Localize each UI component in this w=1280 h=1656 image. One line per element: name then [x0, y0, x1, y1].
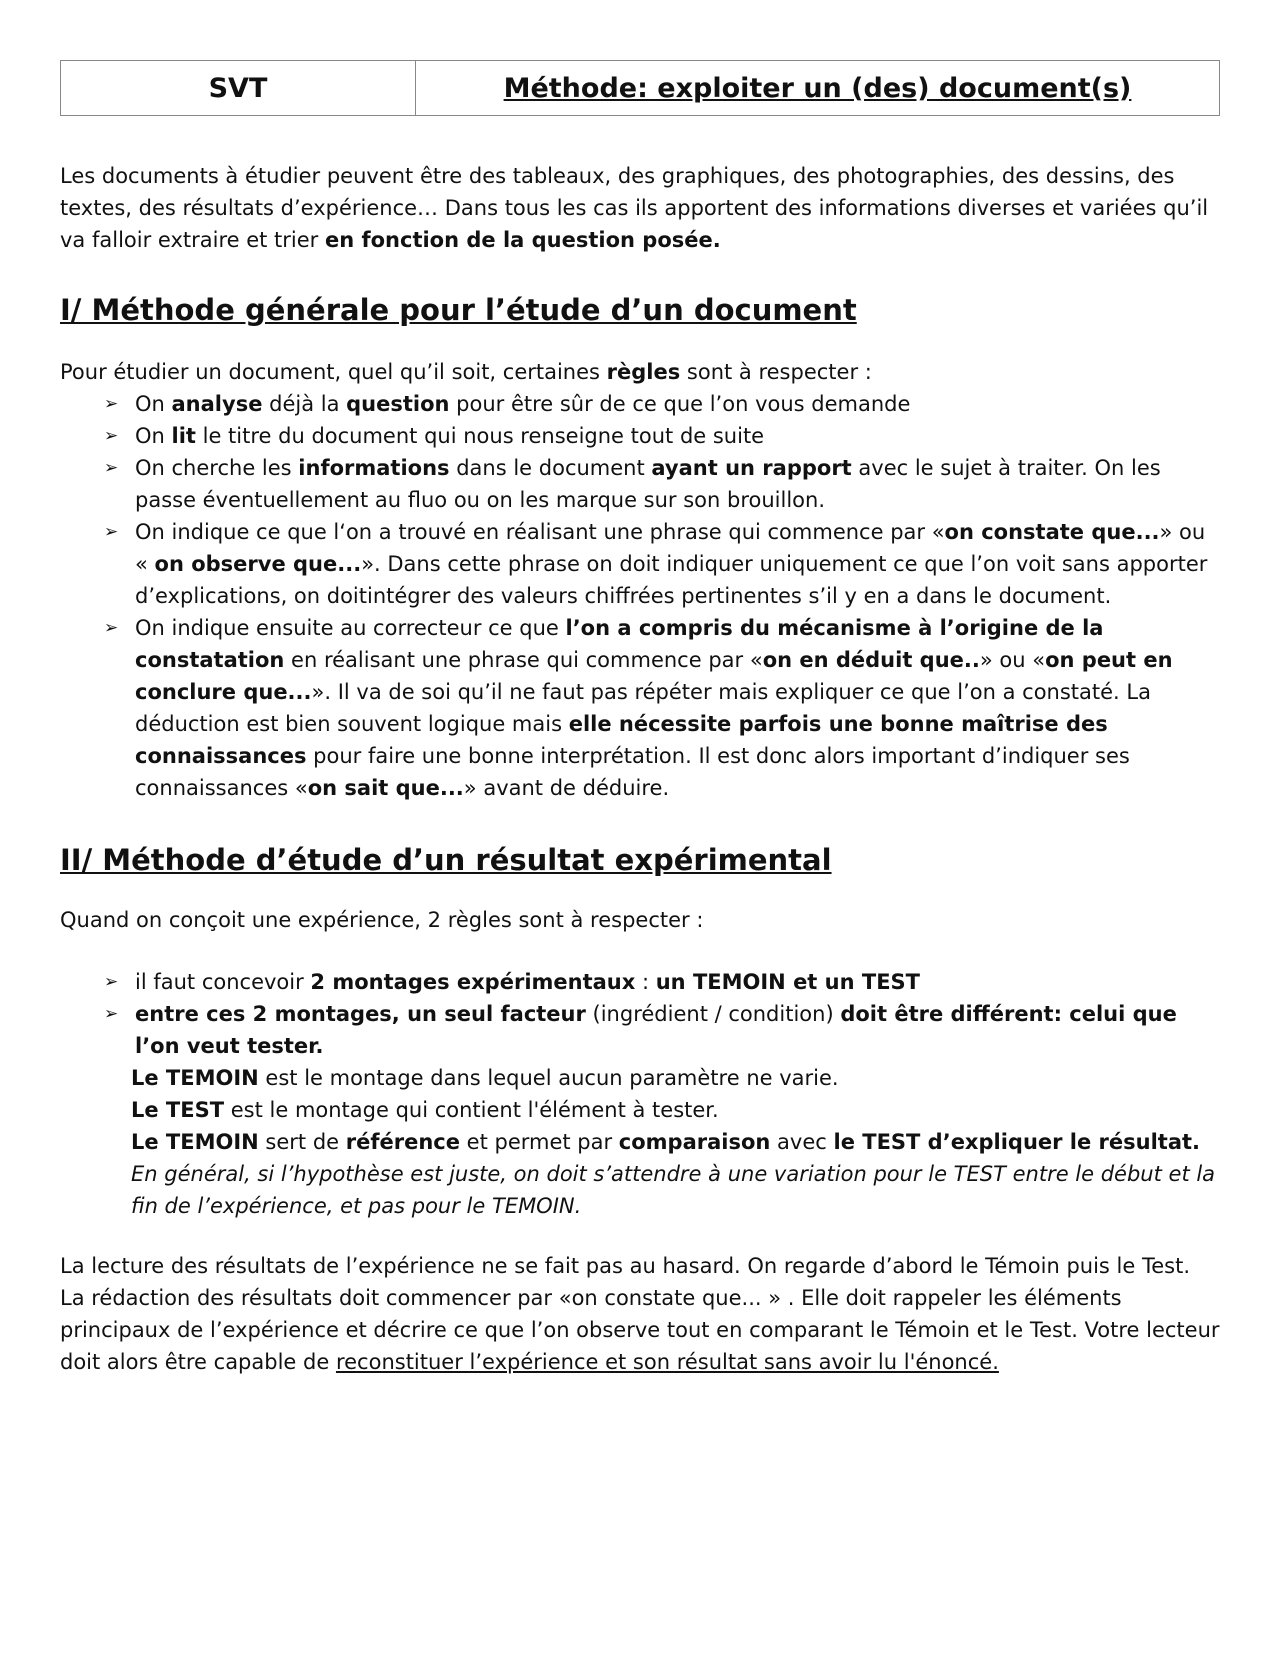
- note-temoin: Le TEMOIN est le montage dans lequel aucun paramètre ne varie.: [131, 1066, 839, 1090]
- section-2-notes: [60, 1062, 1220, 1222]
- list-item: ➢ On cherche les informations dans le document ayant un rapport avec le sujet à traiter. On les passe éventuellement au fluo ou on les marque sur son brouillon.: [104, 452, 1220, 516]
- section-2-lead: Quand on conçoit une expérience, 2 règles sont à respecter :: [60, 908, 704, 932]
- list-item: ➢ On indique ce que l‘on a trouvé en réalisant une phrase qui commence par «on constate que...» ou « on observe que...». Dans cette phrase on doit indiquer uniquement ce que l’on voit sans apporter d’explications, on doitintégrer des valeurs chiffrées pertinentes s’il y en a dans le document.: [104, 516, 1220, 612]
- section-1-lead: Pour étudier un document, quel qu’il soit, certaines règles sont à respecter :: [60, 360, 872, 384]
- note-test: Le TEST est le montage qui contient l'élément à tester.: [131, 1098, 719, 1122]
- header-table: [60, 60, 1220, 116]
- arrow-bullet-icon: ➢: [104, 458, 119, 478]
- section-2-heading: II/ Méthode d’étude d’un résultat expérimental: [60, 843, 832, 877]
- section-2-rules-list: [60, 966, 1220, 1062]
- list-item: ➢ entre ces 2 montages, un seul facteur (ingrédient / condition) doit être différent: celui que l’on veut tester.: [104, 998, 1220, 1062]
- list-item: ➢ il faut concevoir 2 montages expérimentaux : un TEMOIN et un TEST: [104, 966, 1220, 998]
- document-title: Méthode: exploiter un (des) document(s): [503, 72, 1132, 104]
- subject-cell: SVT: [61, 61, 416, 115]
- document-page: [60, 60, 1220, 1378]
- intro-paragraph: Les documents à étudier peuvent être des tableaux, des graphiques, des photographies, des dessins, des textes, des résultats d’expérience… Dans tous les cas ils apportent des informations diverses et variées qu’il va falloir extraire et trier en fonction de la question posée.: [60, 164, 1209, 252]
- list-item: ➢ On lit le titre du document qui nous renseigne tout de suite: [104, 420, 1220, 452]
- italic-note: En général, si l’hypothèse est juste, on doit s’attendre à une variation pour le TEST entre le début et la fin de l’expérience, et pas pour le TEMOIN.: [131, 1162, 1216, 1218]
- list-item: ➢ On analyse déjà la question pour être sûr de ce que l’on vous demande: [104, 388, 1220, 420]
- final-paragraph: La lecture des résultats de l’expérience ne se fait pas au hasard. On regarde d’abord le Témoin puis le Test. La rédaction des résultats doit commencer par «on constate que... » . Elle doit rappeler les éléments principaux de l’expérience et décrire ce que l’on observe tout en comparant le Témoin et le Test. Votre lecteur doit alors être capable de reconstituer l’expérience et son résultat sans avoir lu l'énoncé.: [60, 1254, 1220, 1374]
- arrow-bullet-icon: ➢: [104, 394, 119, 414]
- section-1-heading: I/ Méthode générale pour l’étude d’un document: [60, 293, 857, 327]
- arrow-bullet-icon: ➢: [104, 426, 119, 446]
- list-item: ➢ On indique ensuite au correcteur ce que l’on a compris du mécanisme à l’origine de la constatation en réalisant une phrase qui commence par «on en déduit que..» ou «on peut en conclure que...». Il va de soi qu’il ne faut pas répéter mais expliquer ce que l’on a constaté. La déduction est bien souvent logique mais elle nécessite parfois une bonne maîtrise des connaissances pour faire une bonne interprétation. Il est donc alors important d’indiquer ses connaissances «on sait que...» avant de déduire.: [104, 612, 1220, 804]
- arrow-bullet-icon: ➢: [104, 972, 119, 992]
- note-reference: Le TEMOIN sert de référence et permet par comparaison avec le TEST d’expliquer le résultat.: [131, 1130, 1201, 1154]
- arrow-bullet-icon: ➢: [104, 618, 119, 638]
- arrow-bullet-icon: ➢: [104, 522, 119, 542]
- section-1-rules-list: [60, 388, 1220, 804]
- arrow-bullet-icon: ➢: [104, 1004, 119, 1024]
